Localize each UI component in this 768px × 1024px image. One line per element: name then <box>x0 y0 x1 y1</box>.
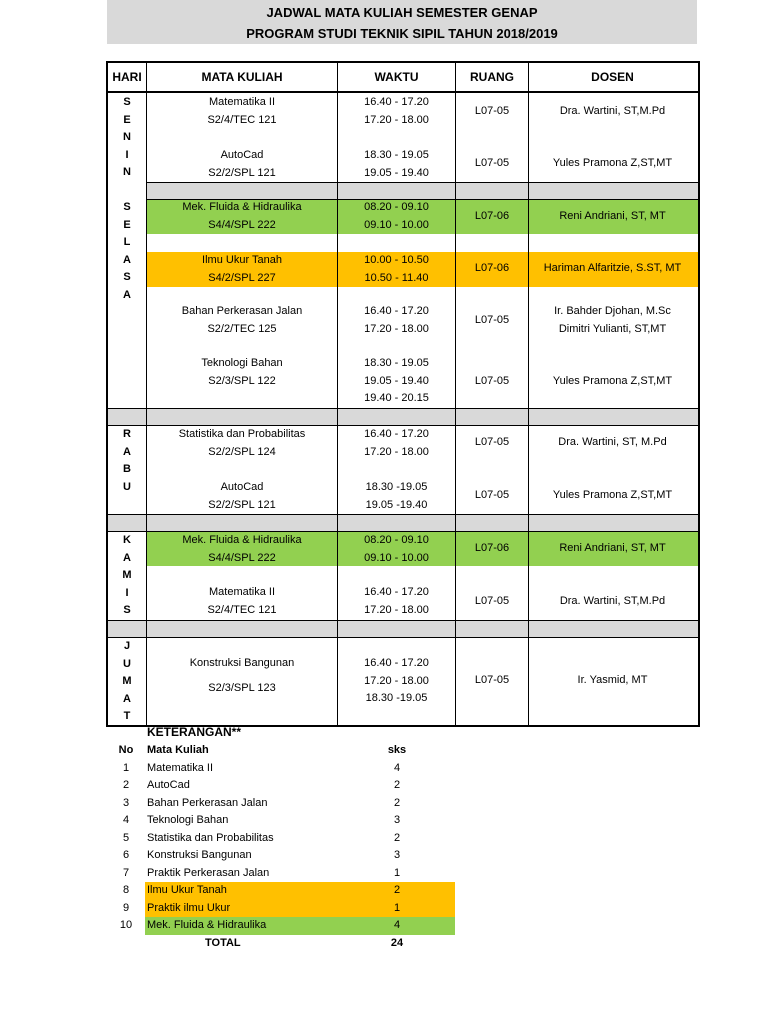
time-slot: 16.40 - 17.20 <box>364 428 429 440</box>
day-letter: J <box>123 640 131 652</box>
course-cell <box>147 479 337 514</box>
lecturer-name: Yules Pramona Z,ST,MT <box>552 489 673 501</box>
time-slot: 18.30 -19.05 <box>365 692 428 704</box>
lecturer-cell <box>529 434 696 452</box>
row-line <box>108 408 698 409</box>
time-slot: 10.50 - 11.40 <box>364 271 429 284</box>
legend-row <box>107 865 455 883</box>
legend-header-row <box>107 742 455 760</box>
row-line <box>146 182 698 183</box>
day-letter: A <box>123 551 131 564</box>
document-title <box>107 0 697 44</box>
course-name: Mek. Fluida & Hidraulika <box>182 534 302 546</box>
legend-row <box>107 882 455 900</box>
room-cell: L07-06 <box>474 210 510 222</box>
day-letter: M <box>122 675 132 687</box>
legend-course: Teknologi Bahan <box>147 814 229 826</box>
legend-col-mata-kuliah: Mata Kuliah <box>147 744 209 756</box>
course-cell <box>147 94 337 129</box>
time-slot: 09.10 - 10.00 <box>364 218 429 231</box>
legend-course: Mek. Fluida & Hidraulika <box>147 919 267 931</box>
day-letter: A <box>123 445 131 458</box>
lecturer-cell <box>529 303 696 338</box>
legend-title: KETERANGAN** <box>147 725 242 739</box>
separator-selasa-rabu <box>108 408 698 425</box>
legend-sks: 3 <box>393 814 401 826</box>
header-waktu: WAKTU <box>374 70 419 84</box>
legend-no: 9 <box>122 901 130 914</box>
course-code: S2/2/SPL 121 <box>208 166 276 179</box>
legend-row <box>107 830 455 848</box>
legend-sks: 3 <box>393 849 401 861</box>
course-name: Teknologi Bahan <box>201 357 283 369</box>
day-letter: E <box>123 218 131 231</box>
time-cell <box>338 479 455 514</box>
lecturer-cell <box>529 540 696 558</box>
legend-row <box>107 812 455 830</box>
header-ruang: RUANG <box>470 70 514 84</box>
schedule-table <box>106 61 700 727</box>
header-hari: HARI <box>112 70 142 84</box>
room-cell: L07-05 <box>474 436 510 448</box>
legend-row <box>107 777 455 795</box>
legend-no: 3 <box>122 796 130 809</box>
lecturer-name: Dimitri Yulianti, ST,MT <box>558 322 667 335</box>
legend-sks: 4 <box>393 761 401 774</box>
course-code: S4/4/SPL 222 <box>208 218 276 231</box>
legend-no: 6 <box>122 849 130 861</box>
course-name: Matematika II <box>208 586 276 598</box>
room-cell: L07-05 <box>474 674 510 686</box>
day-letter: K <box>123 534 131 546</box>
legend-no: 1 <box>122 761 130 774</box>
legend-col-sks: sks <box>387 744 407 756</box>
lecturer-name: Dra. Wartini, ST,M.Pd <box>559 595 666 607</box>
room-cell: L07-05 <box>474 105 510 117</box>
legend-no: 5 <box>122 831 130 844</box>
time-slot: 16.40 - 17.20 <box>364 305 429 317</box>
lecturer-cell <box>529 155 696 173</box>
time-slot: 17.20 - 18.00 <box>364 674 429 687</box>
course-code: S4/2/SPL 227 <box>208 271 276 284</box>
lecturer-cell <box>529 593 696 611</box>
time-slot: 18.30 - 19.05 <box>364 357 429 369</box>
legend-course: AutoCad <box>147 779 190 791</box>
lecturer-cell <box>529 260 696 278</box>
header-divider <box>108 91 698 93</box>
time-cell <box>338 303 455 338</box>
room-cell: L07-05 <box>474 595 510 607</box>
course-cell <box>147 355 337 390</box>
legend-sks: 1 <box>393 901 401 914</box>
day-letter: E <box>123 113 131 126</box>
room-cell: L07-05 <box>474 375 510 387</box>
time-slot: 18.30 - 19.05 <box>364 149 429 161</box>
lecturer-name: Yules Pramona Z,ST,MT <box>552 375 673 387</box>
day-letter: A <box>123 692 131 705</box>
legend-course: Praktik Perkerasan Jalan <box>147 866 270 879</box>
course-name: Konstruksi Bangunan <box>189 657 295 669</box>
legend-no: 4 <box>122 814 130 826</box>
legend-course: Konstruksi Bangunan <box>147 849 252 861</box>
day-letter: N <box>123 166 131 178</box>
legend-course: Praktik ilmu Ukur <box>147 901 231 914</box>
day-letter: A <box>123 288 131 301</box>
course-name: Ilmu Ukur Tanah <box>202 254 282 266</box>
row-line <box>108 620 698 621</box>
day-letter: S <box>123 604 131 616</box>
day-letter: M <box>122 569 132 581</box>
separator-rabu-kamis <box>108 514 698 531</box>
course-cell <box>147 584 337 619</box>
day-letter: S <box>123 271 131 283</box>
day-letter: U <box>123 657 131 670</box>
time-slot: 17.20 - 18.00 <box>364 113 429 126</box>
course-code: S2/4/TEC 121 <box>207 603 277 616</box>
legend-no: 8 <box>122 884 130 896</box>
legend-row <box>107 795 455 813</box>
time-slot: 10.00 - 10.50 <box>364 254 429 266</box>
time-slot: 17.20 - 18.00 <box>364 322 429 335</box>
legend-row <box>107 847 455 865</box>
legend-row <box>107 917 455 935</box>
course-name: Mek. Fluida & Hidraulika <box>182 201 302 213</box>
day-letter: S <box>123 96 131 108</box>
legend-col-no: No <box>118 744 134 756</box>
course-cell <box>147 532 337 567</box>
time-cell <box>338 199 455 234</box>
time-slot: 16.40 - 17.20 <box>364 586 429 598</box>
header-mata-kuliah: MATA KULIAH <box>201 70 283 84</box>
room-cell: L07-06 <box>474 542 510 554</box>
day-selasa <box>108 199 146 304</box>
legend-course: Statistika dan Probabilitas <box>147 831 274 844</box>
lecturer-cell <box>529 672 696 690</box>
time-slot: 16.40 - 17.20 <box>364 96 429 108</box>
legend-course: Bahan Perkerasan Jalan <box>147 796 268 809</box>
day-letter: R <box>123 428 131 440</box>
course-cell <box>147 426 337 461</box>
legend-course: Ilmu Ukur Tanah <box>147 884 227 896</box>
lecturer-name: Reni Andriani, ST, MT <box>559 210 666 222</box>
course-name: AutoCad <box>220 149 264 161</box>
header-dosen: DOSEN <box>591 70 634 84</box>
course-code: S2/3/SPL 122 <box>208 374 276 387</box>
lecturer-cell <box>529 487 696 505</box>
lecturer-name: Hariman Alfaritzie, S.ST, MT <box>543 262 682 274</box>
day-senin <box>108 94 146 182</box>
time-slot: 17.20 - 18.00 <box>364 603 429 616</box>
time-slot: 19.05 - 19.40 <box>364 374 429 387</box>
course-cell <box>147 252 337 287</box>
room-cell: L07-05 <box>474 489 510 501</box>
legend-row <box>107 900 455 918</box>
room-cell: L07-05 <box>474 157 510 169</box>
course-name: Statistika dan Probabilitas <box>178 428 306 440</box>
day-kamis <box>108 532 146 620</box>
lecturer-name: Dra. Wartini, ST, M.Pd <box>558 436 667 448</box>
legend-total-row <box>107 935 455 953</box>
course-code: S2/2/SPL 124 <box>208 445 276 458</box>
time-cell <box>338 252 455 287</box>
legend-sks: 2 <box>393 796 401 809</box>
course-code: S2/4/TEC 121 <box>207 113 277 126</box>
day-letter: L <box>123 236 131 248</box>
legend-sks: 2 <box>393 884 401 896</box>
course-name: Bahan Perkerasan Jalan <box>181 305 303 317</box>
time-slot: 08.20 - 09.10 <box>364 201 429 213</box>
time-slot: 19.05 -19.40 <box>365 498 428 511</box>
course-cell <box>147 655 337 697</box>
time-cell <box>338 147 455 182</box>
row-line <box>108 514 698 515</box>
day-letter: S <box>123 201 131 213</box>
row-line <box>108 637 698 638</box>
separator-senin-selasa <box>146 182 698 199</box>
time-cell <box>338 584 455 619</box>
day-letter: N <box>123 131 131 143</box>
day-letter: I <box>125 148 129 161</box>
time-cell <box>338 532 455 567</box>
legend-sks: 2 <box>393 779 401 791</box>
legend-total-label: TOTAL <box>205 936 241 949</box>
legend-total-value: 24 <box>390 936 404 949</box>
course-name: Matematika II <box>208 96 276 108</box>
legend-row <box>107 760 455 778</box>
course-cell <box>147 147 337 182</box>
title-line-2: PROGRAM STUDI TEKNIK SIPIL TAHUN 2018/2019 <box>246 26 558 41</box>
course-code: S2/2/TEC 125 <box>207 322 277 335</box>
course-code: S2/3/SPL 123 <box>208 681 276 694</box>
day-letter: U <box>123 480 131 493</box>
lecturer-name: Yules Pramona Z,ST,MT <box>552 157 673 169</box>
title-line-1: JADWAL MATA KULIAH SEMESTER GENAP <box>266 5 538 20</box>
lecturer-name: Ir. Yasmid, MT <box>577 674 648 686</box>
legend-sks: 1 <box>393 866 401 879</box>
time-slot: 19.05 - 19.40 <box>364 166 429 179</box>
time-slot: 08.20 - 09.10 <box>364 534 429 546</box>
course-cell <box>147 199 337 234</box>
legend-no: 2 <box>122 779 130 791</box>
lecturer-name: Dra. Wartini, ST,M.Pd <box>559 105 666 117</box>
time-cell <box>338 94 455 129</box>
time-slot: 19.40 - 20.15 <box>364 392 429 404</box>
time-slot: 17.20 - 18.00 <box>364 445 429 458</box>
day-jumat <box>108 638 146 726</box>
legend-course: Matematika II <box>147 761 214 774</box>
day-letter: T <box>123 710 131 722</box>
lecturer-cell <box>529 208 696 226</box>
day-rabu <box>108 426 146 496</box>
time-cell <box>338 355 455 408</box>
time-slot: 18.30 -19.05 <box>365 481 428 493</box>
lecturer-cell <box>529 373 696 391</box>
separator-kamis-jumat <box>108 620 698 637</box>
time-cell <box>338 426 455 461</box>
time-slot: 09.10 - 10.00 <box>364 551 429 564</box>
day-letter: A <box>123 253 131 266</box>
lecturer-cell <box>529 103 696 121</box>
legend-no: 10 <box>119 919 133 931</box>
lecturer-name: Reni Andriani, ST, MT <box>559 542 666 554</box>
lecturer-name: Ir. Bahder Djohan, M.Sc <box>554 305 671 317</box>
legend-sks: 4 <box>393 919 401 931</box>
course-cell <box>147 303 337 338</box>
day-letter: I <box>125 586 129 599</box>
room-cell: L07-06 <box>474 262 510 274</box>
room-cell: L07-05 <box>474 314 510 326</box>
time-cell <box>338 655 455 708</box>
course-code: S2/2/SPL 121 <box>208 498 276 511</box>
legend-sks: 2 <box>393 831 401 844</box>
day-letter: B <box>123 463 131 475</box>
time-slot: 16.40 - 17.20 <box>364 657 429 669</box>
course-code: S4/4/SPL 222 <box>208 551 276 564</box>
course-name: AutoCad <box>220 481 264 493</box>
legend-no: 7 <box>122 866 130 879</box>
